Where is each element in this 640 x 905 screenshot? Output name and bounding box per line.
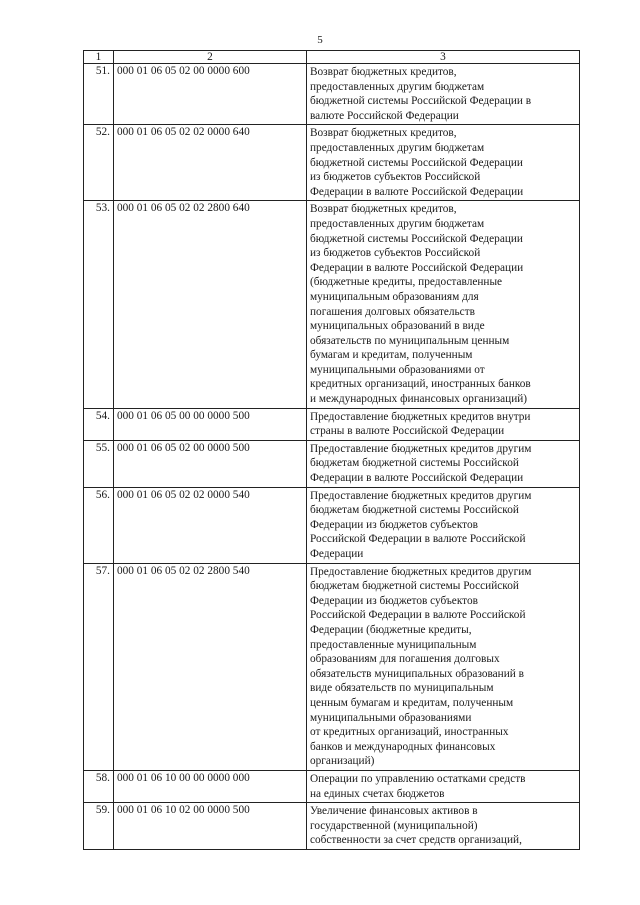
description-line: обязательств муниципальных образований в <box>310 667 524 680</box>
description-line: бюджетам бюджетной системы Российской <box>310 580 519 593</box>
source-description <box>307 487 580 563</box>
description-line: образованиям для погашения долговых <box>310 653 500 666</box>
budget-classification-code: 000 01 06 05 02 02 0000 640 <box>114 125 307 201</box>
description-line: организаций) <box>310 755 375 768</box>
table-row <box>84 201 580 408</box>
description-line: бюджетам бюджетной системы Российской <box>310 504 519 517</box>
description-line: предоставленных другим бюджетам <box>310 217 485 230</box>
source-description <box>307 201 580 408</box>
table-row <box>84 803 580 850</box>
description-line: Возврат бюджетных кредитов, <box>310 203 457 216</box>
description-line: Федерации <box>310 548 364 560</box>
table-row <box>84 563 580 770</box>
description-line: Предоставление бюджетных кредитов другим <box>310 489 532 502</box>
table-body <box>84 64 580 850</box>
description-line: Федерации в валюте Российской Федерации <box>310 261 524 274</box>
source-description <box>307 440 580 487</box>
description-line: виде обязательств по муниципальным <box>310 682 494 695</box>
description-line: валюте Российской Федерации <box>310 109 459 122</box>
description-line: от кредитных организаций, иностранных <box>310 726 509 739</box>
description-line: страны в валюте Российской Федерации <box>310 425 505 438</box>
description-line: муниципальных образований в виде <box>310 320 485 333</box>
budget-classification-code: 000 01 06 05 02 02 2800 640 <box>114 201 307 408</box>
row-number: 53. <box>84 201 114 408</box>
description-line: Российской Федерации в валюте Российской <box>310 609 526 622</box>
description-line: Федерации из бюджетов субъектов <box>310 594 478 607</box>
source-description <box>307 125 580 201</box>
table-row <box>84 64 580 125</box>
description-line: бюджетной системы Российской Федерации <box>310 156 523 169</box>
description-line: погашения долговых обязательств <box>310 305 475 318</box>
table-row <box>84 125 580 201</box>
description-line: Российской Федерации в валюте Российской <box>310 533 526 546</box>
description-line: Увеличение финансовых активов в <box>310 805 478 818</box>
description-line: государственной (муниципальной) <box>310 819 478 832</box>
description-line: из бюджетов субъектов Российской <box>310 247 481 260</box>
table-row <box>84 770 580 802</box>
budget-classification-code: 000 01 06 05 02 00 0000 600 <box>114 64 307 125</box>
table-row <box>84 487 580 563</box>
row-number: 52. <box>84 125 114 201</box>
column-header-number: 1 <box>84 51 114 64</box>
description-line: (бюджетные кредиты, предоставленные <box>310 276 503 289</box>
page-number: 5 <box>317 34 323 46</box>
description-line: Операции по управлению остатками средств <box>310 772 526 785</box>
budget-classification-code: 000 01 06 10 00 00 0000 000 <box>114 770 307 802</box>
description-line: Предоставление бюджетных кредитов другим <box>310 565 532 578</box>
budget-classification-code: 000 01 06 10 02 00 0000 500 <box>114 803 307 850</box>
source-description <box>307 770 580 802</box>
budget-classification-code: 000 01 06 05 02 02 0000 540 <box>114 487 307 563</box>
table-row <box>84 440 580 487</box>
column-header-description: 3 <box>307 51 580 64</box>
row-number: 59. <box>84 803 114 850</box>
description-line: предоставленных другим бюджетам <box>310 80 485 93</box>
source-description <box>307 803 580 850</box>
budget-classification-code: 000 01 06 05 00 00 0000 500 <box>114 408 307 440</box>
description-line: Федерации из бюджетов субъектов <box>310 518 478 531</box>
row-number: 54. <box>84 408 114 440</box>
row-number: 55. <box>84 440 114 487</box>
budget-classification-code: 000 01 06 05 02 00 0000 500 <box>114 440 307 487</box>
budget-classification-code: 000 01 06 05 02 02 2800 540 <box>114 563 307 770</box>
description-line: Предоставление бюджетных кредитов внутри <box>310 410 531 423</box>
source-description <box>307 563 580 770</box>
description-line: Федерации (бюджетные кредиты, <box>310 623 472 636</box>
row-number: 51. <box>84 64 114 125</box>
row-number: 56. <box>84 487 114 563</box>
description-line: муниципальным образованиям для <box>310 290 479 303</box>
description-line: предоставленные муниципальным <box>310 638 477 651</box>
description-line: бюджетной системы Российской Федерации в <box>310 95 532 108</box>
description-line: на единых счетах бюджетов <box>310 787 445 800</box>
description-line: ценным бумагам и кредитам, полученным <box>310 696 514 709</box>
description-line: Федерации в валюте Российской Федерации <box>310 185 524 198</box>
description-line: Возврат бюджетных кредитов, <box>310 66 457 78</box>
description-line: банков и международных финансовых <box>310 740 496 753</box>
description-line: Федерации в валюте Российской Федерации <box>310 472 524 485</box>
description-line: и международных финансовых организаций) <box>310 393 528 406</box>
source-description <box>307 408 580 440</box>
description-line: Возврат бюджетных кредитов, <box>310 127 457 140</box>
description-line: кредитных организаций, иностранных банков <box>310 378 531 391</box>
description-line: Предоставление бюджетных кредитов другим <box>310 442 532 455</box>
source-description <box>307 64 580 125</box>
description-line: бюджетам бюджетной системы Российской <box>310 457 519 470</box>
description-line: бумагам и кредитам, полученным <box>310 349 473 362</box>
column-header-code: 2 <box>114 51 307 64</box>
table-row <box>84 408 580 440</box>
description-line: муниципальными образованиями <box>310 711 472 724</box>
description-line: предоставленных другим бюджетам <box>310 141 485 154</box>
row-number: 58. <box>84 770 114 802</box>
description-line: собственности за счет средств организаций, <box>310 834 522 847</box>
description-line: из бюджетов субъектов Российской <box>310 171 481 184</box>
description-line: бюджетной системы Российской Федерации <box>310 232 523 245</box>
description-line: обязательств по муниципальным ценным <box>310 334 510 347</box>
budget-code-table <box>83 50 580 850</box>
description-line: муниципальными образованиями от <box>310 363 485 376</box>
row-number: 57. <box>84 563 114 770</box>
table-header-row <box>84 51 580 64</box>
